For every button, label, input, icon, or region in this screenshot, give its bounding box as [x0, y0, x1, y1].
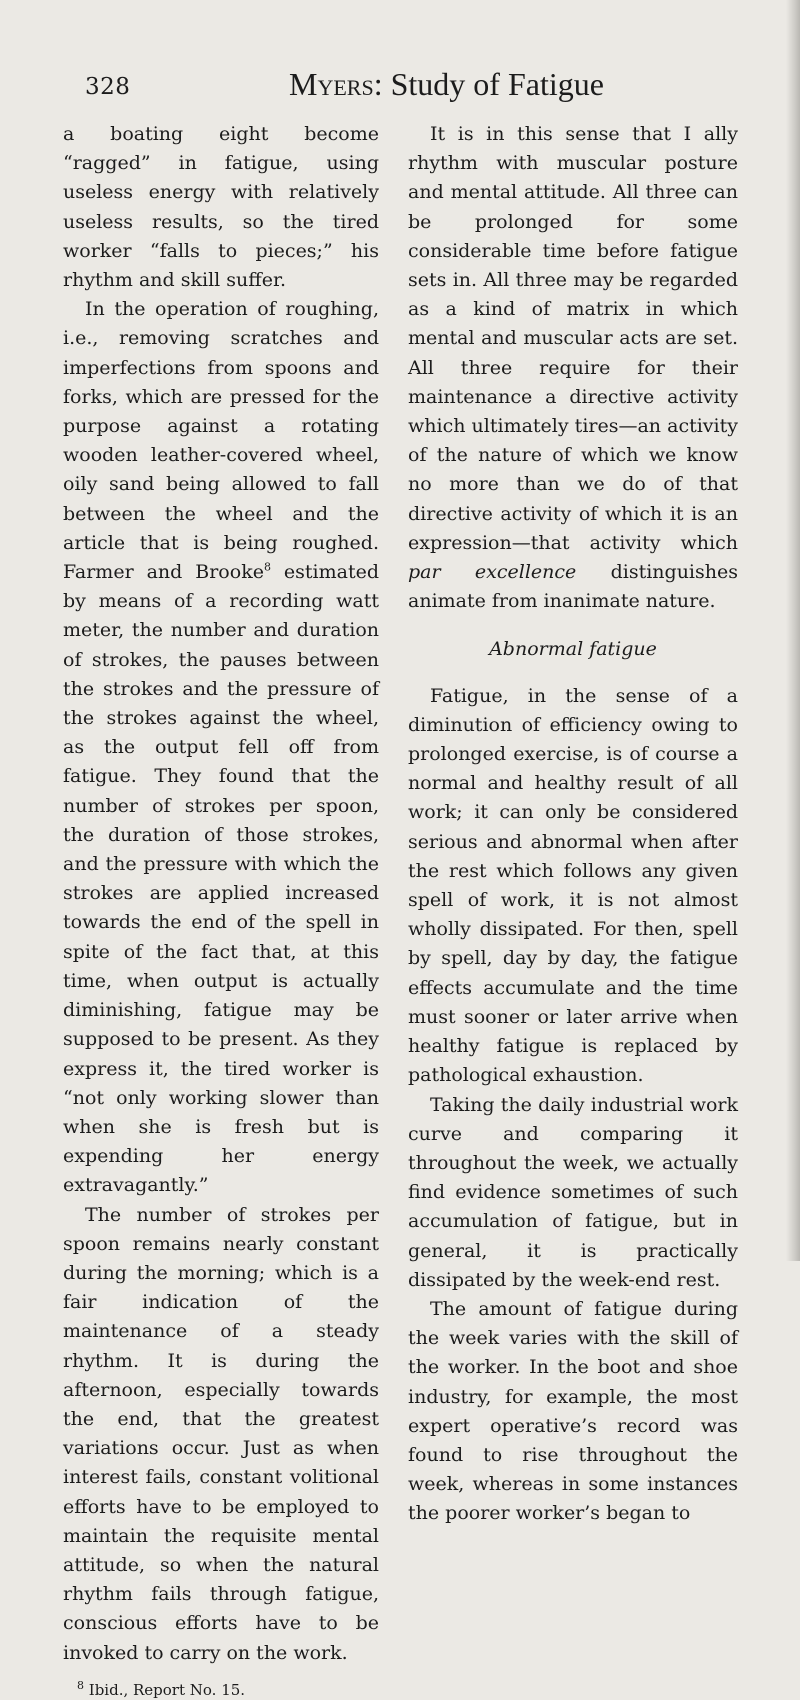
paragraph: Fatigue, in the sense of a diminution of efficiency owing to prolonged exercise, is of course a normal and healthy result of all work; it can only be considered serious and abnormal when after the rest which follows any given spell of work, it is not almost wholly dissipated. For then, spell by spell, day by day, the fatigue effects accumulate and the time must sooner or later arrive when healthy fatigue is replaced by pathological exhaustion.: [408, 684, 738, 1087]
paragraph: [408, 120, 738, 616]
title-text: : Study of Fatigue: [373, 66, 604, 102]
paragraph-text: In the operation of roughing, i.e., removing scratches and imperfections from spoons and forks, which are pressed for the purpose against a rotating wooden leather-covered wheel, oily sand being allowed to fall between the wheel and the article that is being roughed. Farmer and Brooke: [63, 298, 379, 584]
footnote-text: Ibid., Report No. 15.: [84, 1680, 246, 1699]
left-column: [63, 120, 379, 1700]
page-number: 328: [85, 74, 131, 100]
running-title: [289, 66, 604, 103]
paragraph: a boating eight become “ragged” in fatigue, using useless energy with relatively useless results, so the tired worker “falls to pieces;” his rhythm and skill suffer.: [63, 123, 379, 292]
section-heading: Abnormal fatigue: [489, 638, 657, 661]
running-header: [85, 66, 725, 106]
author-name: Myers: [289, 66, 374, 102]
footnote-ref: 8: [263, 560, 271, 574]
paragraph-text: It is in this sense that I ally rhythm with muscular posture and mental attitude. All three can be prolonged for some considerable time before fatigue sets in. All three may be regarded as a kind of matrix in which mental and muscular acts are set. All three require for their maintenance a directive activity which ultimately tires—an activity of the nature of which we know no more than we do of that directive activity of which it is an expression—that activity which: [408, 123, 738, 554]
right-column: [408, 120, 738, 1529]
footnote: [63, 1680, 379, 1700]
paragraph: The amount of fatigue during the week varies with the skill of the worker. In the boot and shoe industry, for example, the most expert operative’s record was found to rise throughout the week, whereas in some instances the poorer worker’s began to: [408, 1297, 738, 1525]
page-edge-shadow: [786, 0, 800, 1261]
footnote-mark: 8: [77, 1678, 84, 1692]
paragraph-text: estimated by means of a recording watt meter, the number and duration of strokes, the pauses between the strokes and the pressure of the strokes against the wheel, as the output fell off from fatigue. They found that the number of strokes per spoon, the duration of those strokes, and the pressure with which the strokes are applied increased towards the end of the spell in spite of the fact that, at this time, when output is actually diminishing, fatigue may be supposed to be present. As they express it, the tired worker is “not only working slower than when she is fresh but is expending her energy extravagantly.”: [63, 561, 379, 1197]
paragraph: The number of strokes per spoon remains nearly constant during the morning; which is a fair indication of the maintenance of a steady rhythm. It is during the afternoon, especially towards the end, that the greatest variations occur. Just as when interest fails, constant volitional efforts have to be employed to maintain the requisite mental attitude, so when the natural rhythm fails through fatigue, conscious efforts have to be invoked to carry on the work.: [63, 1203, 379, 1664]
paragraph: Taking the daily industrial work curve and comparing it throughout the week, we actually find evidence sometimes of such accumulation of fatigue, but in general, it is practically dissipated by the week-end rest.: [408, 1093, 738, 1291]
italic-phrase: par excellence: [408, 561, 577, 584]
paragraph-text: distinguishes animate from inanimate nature.: [408, 561, 738, 613]
paragraph: [63, 295, 379, 1200]
